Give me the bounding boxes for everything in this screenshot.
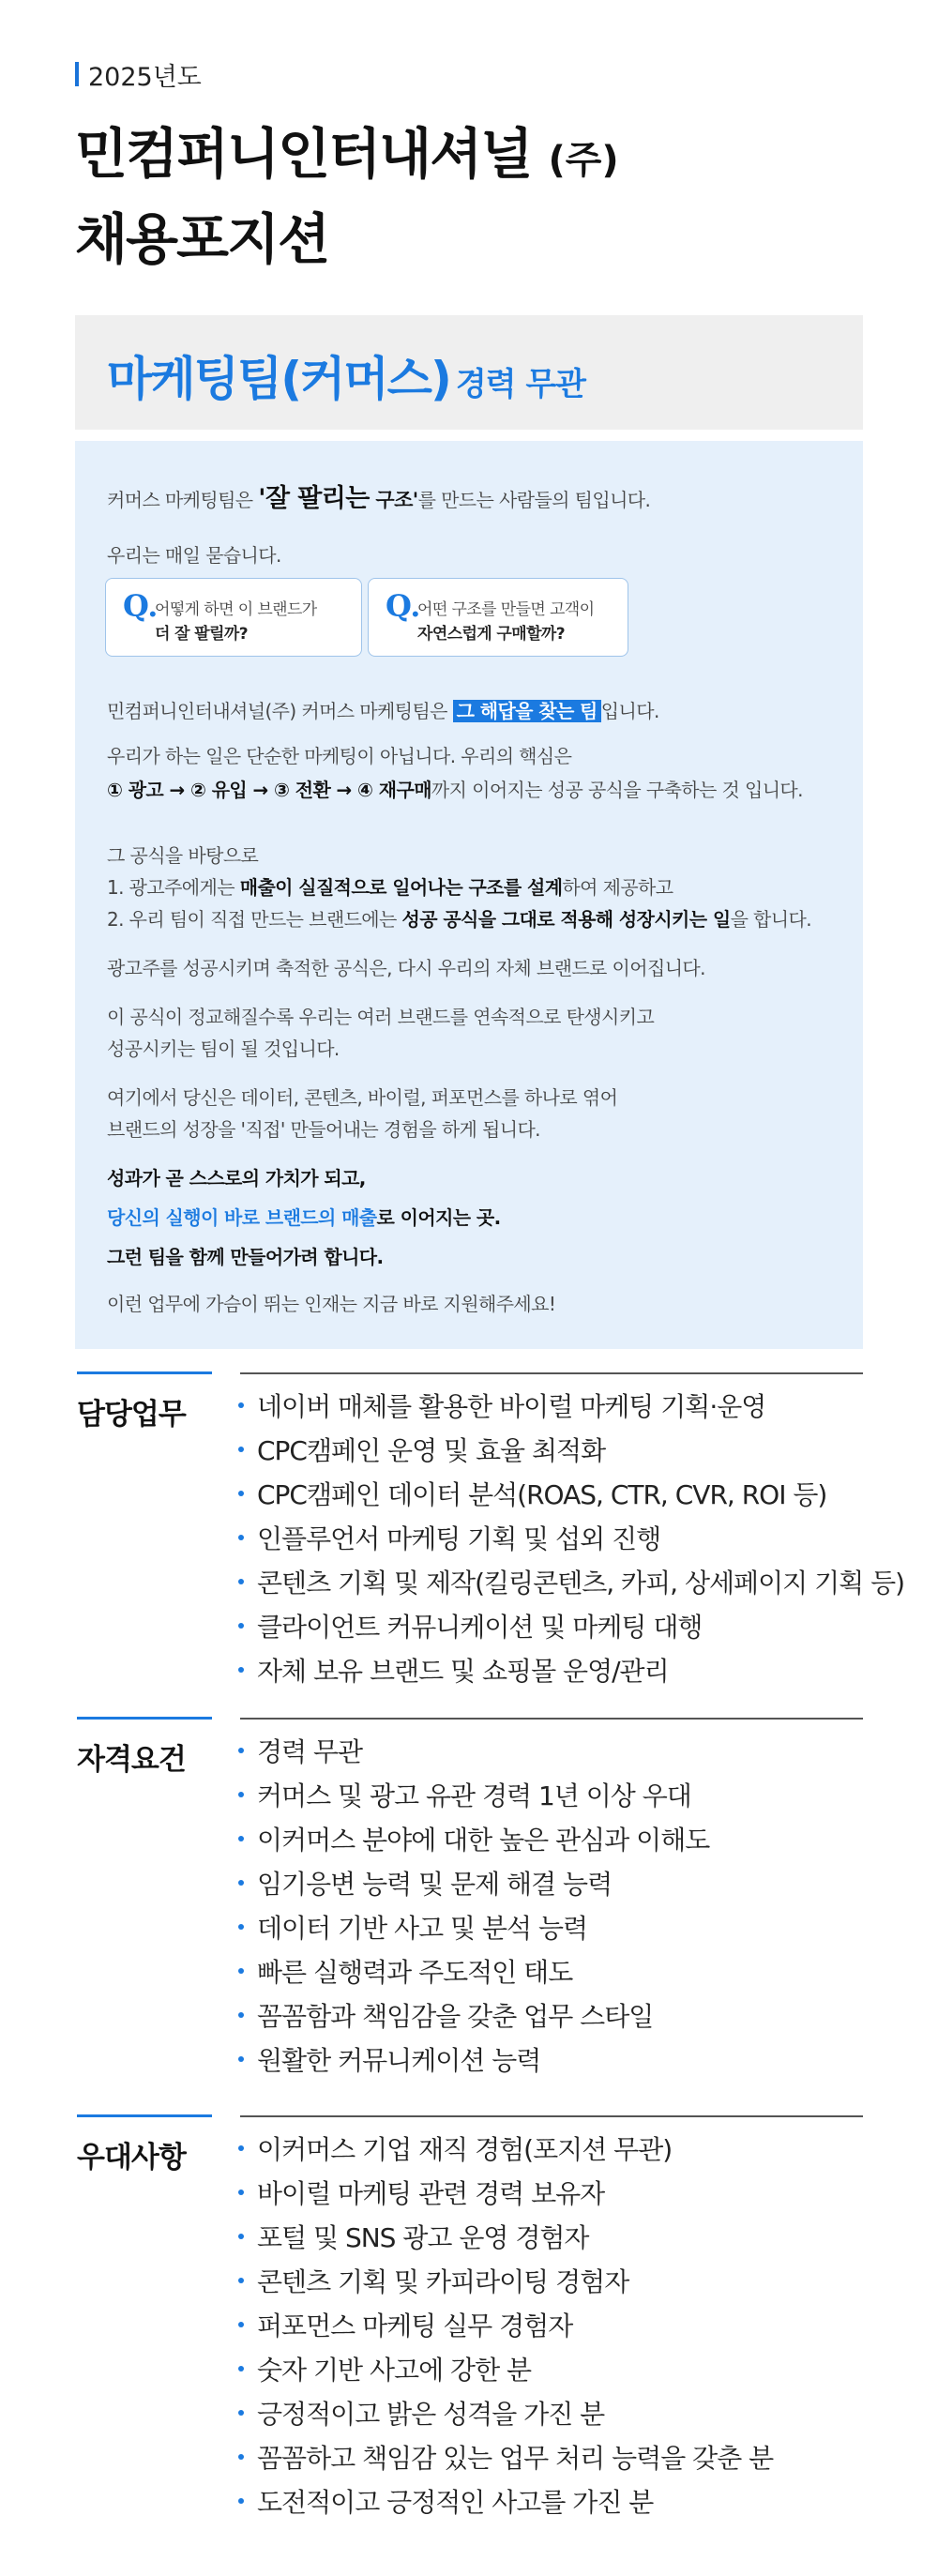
section-rule xyxy=(240,2115,863,2117)
requirements-list xyxy=(238,1734,709,2086)
bullet-icon xyxy=(238,1447,244,1452)
bullet-icon xyxy=(238,2498,244,2504)
answer-highlight: 그 해답을 찾는 팀 xyxy=(453,700,601,722)
bullet-icon xyxy=(238,2234,244,2239)
question-box-1 xyxy=(105,578,362,657)
list-item: 긍정적이고 밝은 성격을 가진 분 xyxy=(238,2396,773,2440)
position-name: 마케팅팀(커머스) xyxy=(107,352,450,406)
intro-line-15: 당신의 실행이 바로 브랜드의 매출로 이어지는 곳. xyxy=(107,1206,501,1229)
bullet-icon xyxy=(238,2190,244,2195)
bullet-icon xyxy=(238,1748,244,1753)
question-1-line-1: 어떻게 하면 이 브랜드가 xyxy=(155,600,317,619)
list-item: 경력 무관 xyxy=(238,1734,709,1778)
bullet-icon xyxy=(238,2145,244,2151)
intro-line-17: 이런 업무에 가슴이 뛰는 인재는 지금 바로 지원해주세요! xyxy=(107,1293,556,1315)
page-title xyxy=(75,114,619,279)
list-item: 콘텐츠 기획 및 제작(킬링콘텐츠, 카피, 상세페이지 기획 등) xyxy=(238,1565,904,1609)
intro-line-10: 이 공식이 정교해질수록 우리는 여러 브랜드를 연속적으로 탄생시키고 xyxy=(107,1006,655,1028)
bullet-icon xyxy=(238,1968,244,1974)
list-item: 클라이언트 커뮤니케이션 및 마케팅 대행 xyxy=(238,1609,904,1653)
bullet-icon xyxy=(238,1836,244,1841)
bullet-icon xyxy=(238,1535,244,1540)
bullet-icon xyxy=(238,1924,244,1930)
section-requirements xyxy=(75,1717,863,2092)
preferred-list xyxy=(238,2131,773,2528)
duties-list xyxy=(238,1388,904,1697)
list-item: 원활한 커뮤니케이션 능력 xyxy=(238,2042,709,2086)
section-title: 자격요건 xyxy=(77,1743,186,1777)
section-rule-accent xyxy=(77,2114,212,2117)
list-item: 자체 보유 브랜드 및 쇼핑몰 운영/관리 xyxy=(238,1653,904,1697)
section-title: 담당업무 xyxy=(77,1398,186,1432)
bullet-icon xyxy=(238,2322,244,2327)
bullet-icon xyxy=(238,1402,244,1408)
question-box-2 xyxy=(368,578,628,657)
list-item: 퍼포먼스 마케팅 실무 경험자 xyxy=(238,2308,773,2352)
section-rule-accent xyxy=(77,1717,212,1720)
list-item: 이커머스 기업 재직 경험(포지션 무관) xyxy=(238,2131,773,2175)
page-subtitle: 채용포지션 xyxy=(75,207,329,271)
list-item: 이커머스 분야에 대한 높은 관심과 이해도 xyxy=(238,1822,709,1866)
section-rule xyxy=(240,1718,863,1720)
section-duties xyxy=(75,1371,905,1696)
list-item: CPC캠페인 데이터 분석(ROAS, CTR, CVR, ROI 등) xyxy=(238,1477,904,1521)
section-preferred xyxy=(75,2114,863,2546)
bullet-icon xyxy=(238,2012,244,2018)
company-suffix: (주) xyxy=(548,139,619,182)
question-mark-icon: Q. xyxy=(386,588,421,624)
intro-line-5: ① 광고 → ② 유입 → ③ 전환 → ④ 재구매까지 이어지는 성공 공식을 구축하는 것 입니다. xyxy=(107,779,803,801)
list-item: 인플루언서 마케팅 기획 및 섭외 진행 xyxy=(238,1521,904,1565)
position-title xyxy=(107,341,585,409)
list-item: 빠른 실행력과 주도적인 태도 xyxy=(238,1954,709,1998)
bullet-icon xyxy=(238,1491,244,1496)
list-item: 임기응변 능력 및 문제 해결 능력 xyxy=(238,1866,709,1910)
question-2-line-1: 어떤 구조를 만들면 고객이 xyxy=(417,600,595,619)
intro-line-2: 우리는 매일 묻습니다. xyxy=(107,544,281,567)
list-item: 커머스 및 광고 유관 경력 1년 이상 우대 xyxy=(238,1778,709,1822)
bullet-icon xyxy=(238,1579,244,1584)
bullet-icon xyxy=(238,2056,244,2062)
bullet-icon xyxy=(238,2410,244,2416)
bullet-icon xyxy=(238,1792,244,1797)
list-item: 바이럴 마케팅 관련 경력 보유자 xyxy=(238,2175,773,2220)
intro-line-4: 우리가 하는 일은 단순한 마케팅이 아닙니다. 우리의 핵심은 xyxy=(107,745,572,767)
intro-line-14: 성과가 곧 스스로의 가치가 되고, xyxy=(107,1167,366,1190)
question-mark-icon: Q. xyxy=(123,588,159,624)
intro-line-7: 1. 광고주에게는 매출이 실질적으로 일어나는 구조를 설계하여 제공하고 xyxy=(107,876,673,899)
list-item: 꼼꼼하고 책임감 있는 업무 처리 능력을 갖춘 분 xyxy=(238,2440,773,2484)
section-title: 우대사항 xyxy=(77,2141,186,2174)
position-banner xyxy=(75,315,863,430)
question-2-line-2: 자연스럽게 구매할까? xyxy=(417,625,565,644)
list-item: 콘텐츠 기획 및 카피라이팅 경험자 xyxy=(238,2264,773,2308)
position-experience: 경력 무관 xyxy=(455,366,586,403)
bullet-icon xyxy=(238,2278,244,2283)
section-rule-accent xyxy=(77,1371,212,1374)
bullet-icon xyxy=(238,1623,244,1629)
list-item: 데이터 기반 사고 및 분석 능력 xyxy=(238,1910,709,1954)
intro-line-3: 민컴퍼니인터내셔널(주) 커머스 마케팅팀은 그 해답을 찾는 팀 입니다. xyxy=(107,700,659,722)
intro-line-9: 광고주를 성공시키며 축적한 공식은, 다시 우리의 자체 브랜드로 이어집니다. xyxy=(107,957,705,979)
bullet-icon xyxy=(238,2366,244,2371)
intro-line-8: 2. 우리 팀이 직접 만드는 브랜드에는 성공 공식을 그대로 적용해 성장시키는 일을 합니다. xyxy=(107,908,811,931)
list-item: 네이버 매체를 활용한 바이럴 마케팅 기획·운영 xyxy=(238,1388,904,1432)
list-item: CPC캠페인 운영 및 효율 최적화 xyxy=(238,1432,904,1477)
intro-line-13: 브랜드의 성장을 '직접' 만들어내는 경험을 하게 됩니다. xyxy=(107,1118,540,1141)
bullet-icon xyxy=(238,2454,244,2460)
company-name: 민컴퍼니인터내셔널 xyxy=(75,122,532,186)
intro-line-6: 그 공식을 바탕으로 xyxy=(107,844,259,867)
section-rule xyxy=(240,1372,863,1374)
intro-line-11: 성공시키는 팀이 될 것입니다. xyxy=(107,1038,340,1060)
question-1-line-2: 더 잘 팔릴까? xyxy=(155,625,249,644)
intro-line-1: 커머스 마케팅팀은 '잘 팔리는 구조'를 만드는 사람들의 팀입니다. xyxy=(107,484,651,513)
list-item: 도전적이고 긍정적인 사고를 가진 분 xyxy=(238,2484,773,2528)
list-item: 꼼꼼함과 책임감을 갖춘 업무 스타일 xyxy=(238,1998,709,2042)
bullet-icon xyxy=(238,1667,244,1673)
intro-line-16: 그런 팀을 함께 만들어가려 합니다. xyxy=(107,1246,384,1268)
year-text: 2025년도 xyxy=(88,62,202,92)
year-accent-bar xyxy=(75,62,79,86)
bullet-icon xyxy=(238,1880,244,1886)
list-item: 숫자 기반 사고에 강한 분 xyxy=(238,2352,773,2396)
intro-line-12: 여기에서 당신은 데이터, 콘텐츠, 바이럴, 퍼포먼스를 하나로 엮어 xyxy=(107,1086,618,1109)
list-item: 포털 및 SNS 광고 운영 경험자 xyxy=(238,2220,773,2264)
year-label xyxy=(75,60,202,92)
